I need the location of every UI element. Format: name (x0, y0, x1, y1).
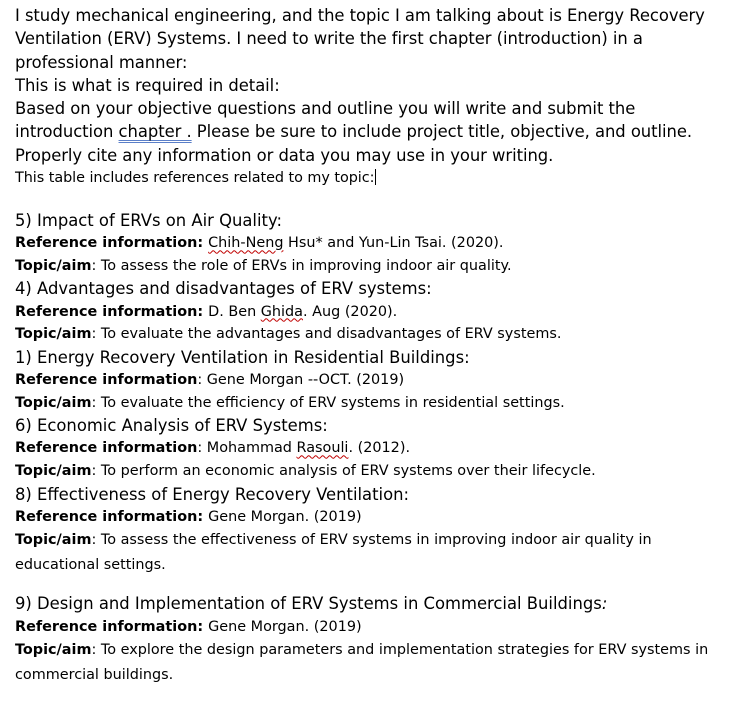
reference-text: Mohammad (206, 440, 297, 457)
aim-text: To perform an economic analysis of ERV systems over their lifecycle. (100, 463, 596, 480)
document-body[interactable] (15, 4, 727, 688)
reference-line: Reference information: Mohammad Rasouli. (2012). (15, 440, 411, 457)
reference-label: Reference information (15, 508, 198, 525)
empty-line (15, 189, 727, 209)
entry-title: 1) Energy Recovery Ventilation in Residential Buildings: (15, 347, 470, 367)
reference-label: Reference information (15, 372, 198, 389)
aim-line: Topic/aim: To evaluate the efficiency of ERV systems in residential settings. (15, 394, 565, 411)
reference-text: Gene Morgan --OCT. (2019) (206, 372, 405, 389)
aim-label: Topic/aim (15, 257, 92, 274)
reference-text: Gene Morgan. (2019) (208, 508, 362, 525)
reference-text: Gene Morgan. (2019) (208, 618, 362, 635)
aim-line: Topic/aim: To perform an economic analysis of ERV systems over their lifecycle. (15, 463, 596, 480)
spelling-flag[interactable]: Ghida (260, 303, 303, 320)
aim-label: Topic/aim (15, 394, 92, 411)
reference-label: Reference information (15, 235, 198, 252)
entry-title: 5) Impact of ERVs on Air Quality: (15, 211, 282, 231)
aim-line: Topic/aim: To evaluate the advantages and disadvantages of ERV systems. (15, 326, 562, 343)
reference-line: Reference information: Gene Morgan. (2019) (15, 508, 362, 525)
reference-line: Reference information: Gene Morgan --OCT. (2019) (15, 372, 405, 389)
aim-label: Topic/aim (15, 642, 92, 659)
reference-text: . Aug (2020). (303, 303, 398, 320)
aim-label: Topic/aim (15, 532, 92, 549)
aim-line: Topic/aim: To assess the effectiveness of ERV systems in improving indoor air quality in educational settings. (15, 532, 652, 574)
reference-line: Reference information: D. Ben Ghida. Aug (2020). (15, 303, 398, 320)
requirements-text-end: Please be sure to include project title, objective, and outline. (191, 122, 693, 142)
entry-title: 6) Economic Analysis of ERV Systems: (15, 416, 328, 436)
reference-line: Reference information: Gene Morgan. (2019) (15, 618, 362, 635)
reference-label: Reference information (15, 303, 198, 320)
reference-line: Reference information: Chih-Neng Hsu* and Yun-Lin Tsai. (2020). (15, 235, 504, 252)
entry-title: 8) Effectiveness of Energy Recovery Ventilation: (15, 484, 410, 504)
reference-label: Reference information (15, 440, 198, 457)
entry-title: 4) Advantages and disadvantages of ERV systems: (15, 279, 432, 299)
aim-text: To evaluate the efficiency of ERV systems in residential settings. (100, 394, 565, 411)
reference-entry (15, 277, 727, 345)
spelling-flag[interactable]: Rasouli (296, 440, 349, 457)
requirements-text-start: Based on your objective questions and outline you will write and submit the introduction (15, 99, 636, 142)
reference-entry (15, 483, 727, 579)
aim-line: Topic/aim: To explore the design parameters and implementation strategies for ERV systems in commercial buildings. (15, 642, 709, 684)
text-cursor (375, 169, 376, 185)
reference-entry (15, 209, 727, 277)
aim-text: To explore the design parameters and implementation strategies for ERV systems in commercial buildings. (15, 642, 709, 684)
aim-label: Topic/aim (15, 326, 92, 343)
reference-text: D. Ben (208, 303, 261, 320)
reference-entry (15, 414, 727, 482)
aim-label: Topic/aim (15, 463, 92, 480)
entry-title-text: 9) Design and Implementation of ERV Systems in Commercial Buildings (15, 594, 602, 614)
intro-section (15, 4, 727, 189)
reference-label: Reference information (15, 618, 198, 635)
reference-text: Hsu* and Yun-Lin Tsai. (2020). (283, 235, 504, 252)
aim-text: To evaluate the advantages and disadvantages of ERV systems. (100, 326, 562, 343)
aim-text: To assess the role of ERVs in improving indoor air quality. (100, 257, 512, 274)
table-note (15, 167, 727, 189)
reference-entry (15, 346, 727, 414)
grammar-flag[interactable]: chapter . (118, 122, 192, 142)
reference-text: . (2012). (348, 440, 411, 457)
aim-text: To assess the effectiveness of ERV systems in improving indoor air quality in educational settings. (15, 532, 652, 574)
table-note-text: This table includes references related to my topic: (15, 170, 375, 187)
entry-title (15, 592, 727, 615)
spelling-flag[interactable]: Chih-Neng (208, 235, 284, 252)
requirements-heading: This is what is required in detail: (15, 75, 280, 95)
intro-paragraph: I study mechanical engineering, and the topic I am talking about is Energy Recovery Ventilation (ERV) Systems. I need to write the first chapter (introduction) in a professional manner: (15, 6, 705, 72)
requirements-text (15, 97, 727, 144)
reference-entry (15, 592, 727, 688)
citation-note: Properly cite any information or data you may use in your writing. (15, 145, 554, 165)
aim-line: Topic/aim: To assess the role of ERVs in improving indoor air quality. (15, 257, 512, 274)
entry-title-colon: : (601, 594, 608, 614)
